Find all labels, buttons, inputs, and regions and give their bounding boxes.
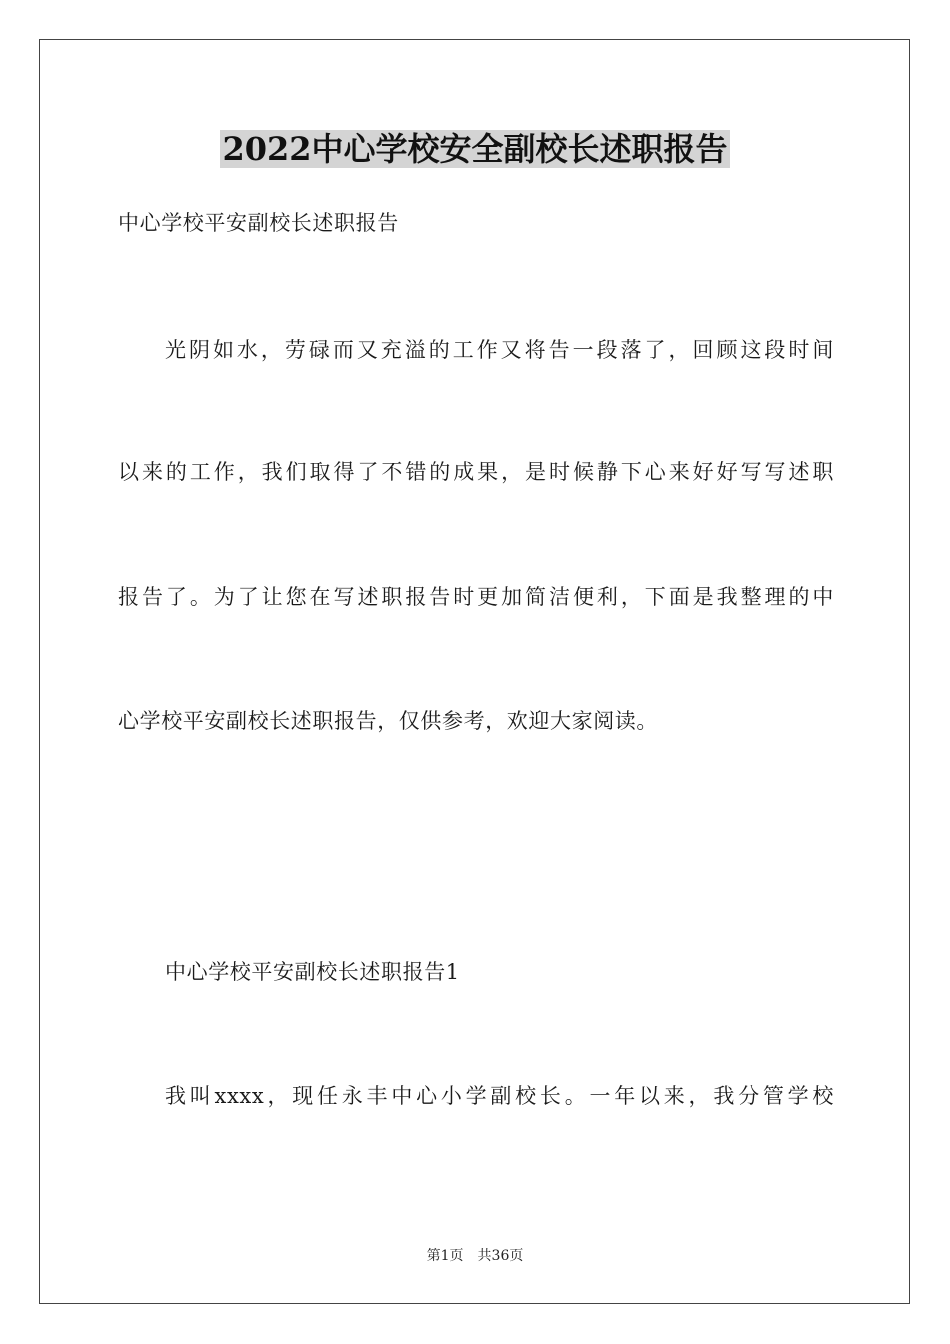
document-title-text: 2022中心学校安全副校长述职报告 <box>222 130 728 168</box>
document-title <box>0 128 950 170</box>
intro-line-2: 以来的工作，我们取得了不错的成果，是时候静下心来好好写写述职 <box>118 460 834 484</box>
intro-line-1: 光阴如水，劳碌而又充溢的工作又将告一段落了，回顾这段时间 <box>165 338 834 362</box>
intro-line-4: 心学校平安副校长述职报告，仅供参考，欢迎大家阅读。 <box>118 709 658 733</box>
page-number: 第1页 <box>426 1248 464 1264</box>
document-subtitle: 中心学校平安副校长述职报告 <box>118 211 399 235</box>
body-line-1: 我叫xxxx，现任永丰中心小学副校长。一年以来，我分管学校 <box>165 1084 834 1108</box>
intro-line-3: 报告了。为了让您在写述职报告时更加简洁便利，下面是我整理的中 <box>118 585 834 609</box>
section-heading: 中心学校平安副校长述职报告1 <box>165 960 460 984</box>
total-pages: 共36页 <box>477 1248 524 1264</box>
page-footer <box>0 1246 950 1266</box>
